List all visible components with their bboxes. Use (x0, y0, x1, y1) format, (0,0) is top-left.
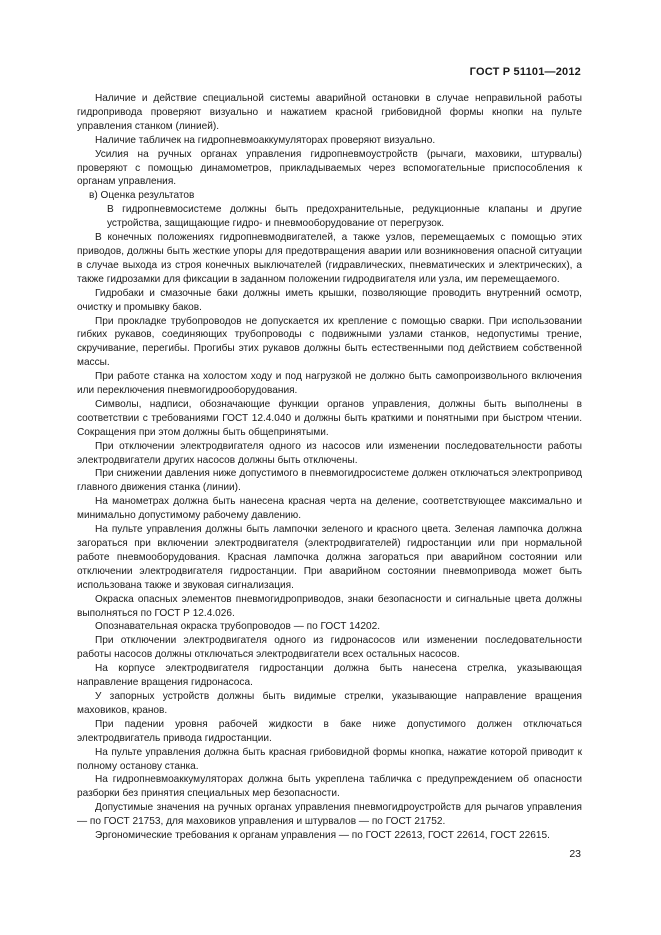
page-number: 23 (569, 848, 581, 860)
document-header: ГОСТ Р 51101—2012 (469, 66, 581, 78)
paragraph: В конечных положениях гидропневмодвигателей, а также узлов, перемещаемых с помощью этих приводов, должны быть жесткие упоры для предотвращения аварии или возникновения опасной ситуации в случае выхода из строя конечных выключателей (гидравлических, пневматических и электрических), а также гидрозамки для фиксации в заданном положении гидродвигателя или узла, им перемещаемого. (77, 232, 582, 285)
paragraph: Гидробаки и смазочные баки должны иметь крышки, позволяющие проводить внутренний осмотр, очистку и промывку баков. (77, 287, 582, 313)
paragraph: У запорных устройств должны быть видимые стрелки, указывающие направление вращения маховиков, кранов. (77, 690, 582, 716)
paragraph: При отключении электродвигателя одного из гидронасосов или изменении последовательности работы насосов должны отключаться электродвигатели всех остальных насосов. (77, 635, 582, 661)
paragraph: На манометрах должна быть нанесена красная черта на деление, соответствующее максимально и минимально допустимому рабочему давлению. (77, 496, 582, 522)
paragraph: Символы, надписи, обозначающие функции органов управления, должны быть выполнены в соответствии с требованиями ГОСТ 12.4.040 и должны быть краткими и понятными при быстром чтении. Сокращения при этом должны быть общепринятыми. (77, 398, 582, 438)
paragraph: На пульте управления должна быть красная грибовидной формы кнопка, нажатие которой приводит к полному останову станка. (77, 746, 582, 772)
paragraph: На корпусе электродвигателя гидростанции должна быть нанесена стрелка, указывающая направление вращения гидронасоса. (77, 663, 582, 689)
paragraph: При падении уровня рабочей жидкости в баке ниже допустимого должен отключаться электродвигатель привода гидростанции. (77, 718, 582, 744)
paragraph: При отключении электродвигателя одного из насосов или изменении последовательности работы электродвигатели других насосов должны быть отключены. (77, 440, 582, 466)
paragraph: Усилия на ручных органах управления гидропневмоустройств (рычаги, маховики, штурвалы) проверяют с помощью динамометров, прикладываемых через вспомогательные приспособления к органам управления. (77, 148, 582, 188)
paragraph: Допустимые значения на ручных органах управления пневмогидроустройств для рычагов управления — по ГОСТ 21753, для маховиков управления и штурвалов — по ГОСТ 21752. (77, 802, 582, 828)
paragraph: При работе станка на холостом ходу и под нагрузкой не должно быть самопроизвольного включения или переключения пневмогидрооборудования. (77, 371, 582, 397)
paragraph: Наличие и действие специальной системы аварийной остановки в случае неправильной работы гидропривода проверяют визуально и нажатием красной грибовидной формы кнопки на пульте управления станком (линией). (77, 93, 582, 132)
paragraph: Наличие табличек на гидропневмоаккумуляторах проверяют визуально. (95, 134, 436, 146)
paragraph: На пульте управления должны быть лампочки зеленого и красного цвета. Зеленая лампочка должна загораться при включении электродвигателя (электродвигателей) гидростанции или при нормальной работе пневмооборудования. Красная лампочка должна загораться при аварийном состоянии или отключении электродвигателя гидростанции. При аварийном состоянии пневмопривода может быть использована также и звуковая сигнализация. (77, 524, 582, 591)
paragraph: Опознавательная окраска трубопроводов — по ГОСТ 14202. (95, 621, 381, 633)
subsection-heading: в) Оценка результатов (89, 190, 195, 202)
paragraph: На гидропневмоаккумуляторах должна быть укреплена табличка с предупреждением об опасности разборки без принятия специальных мер безопасности. (77, 774, 582, 800)
paragraph: В гидропневмосистеме должны быть предохранительные, редукционные клапаны и другие устройства, защищающие гидро- и пневмооборудование от перегрузок. (107, 204, 582, 230)
paragraph: Эргономические требования к органам управления — по ГОСТ 22613, ГОСТ 22614, ГОСТ 22615. (95, 830, 550, 842)
paragraph: При прокладке трубопроводов не допускается их крепление с помощью сварки. При использовании гибких рукавов, соединяющих трубопроводы с подвижными узлами станков, недопустимы трение, скручивание, перегибы. Прогибы этих рукавов должны быть естественными под действием собственной массы. (77, 315, 582, 369)
document-body (77, 92, 582, 843)
paragraph: При снижении давления ниже допустимого в пневмогидросистеме должен отключаться электропривод главного движения станка (линии). (77, 468, 582, 494)
paragraph: Окраска опасных элементов пневмогидроприводов, знаки безопасности и сигнальные цвета должны выполняться по ГОСТ Р 12.4.026. (77, 593, 582, 619)
